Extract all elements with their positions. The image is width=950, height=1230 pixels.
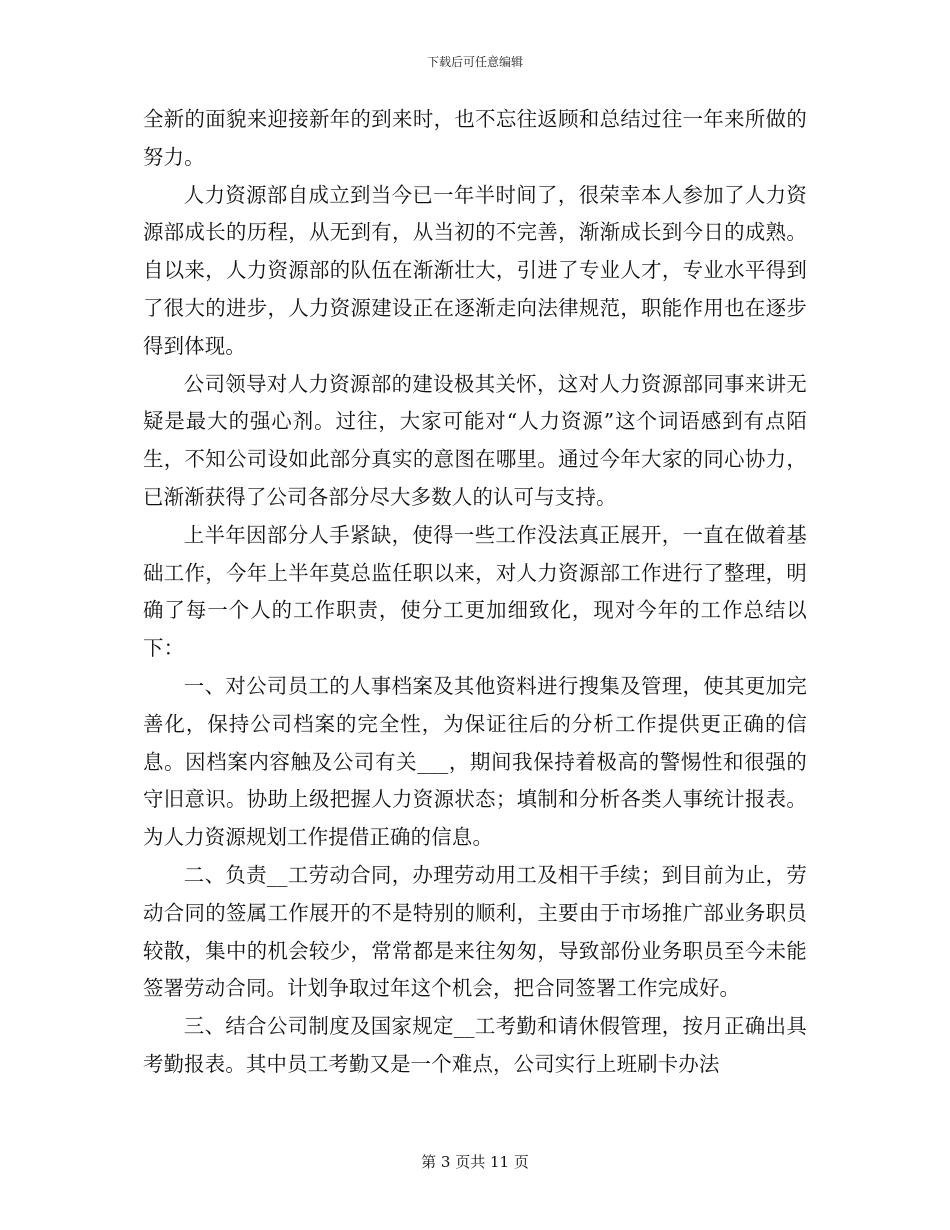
paragraph-1: 全新的面貌来迎接新年的到来时，也不忘往返顾和总结过往一年来所做的努力。 (143, 107, 807, 169)
page-header: 下载后可任意编辑 (426, 55, 523, 69)
paragraph-2: 人力资源部自成立到当今已一年半时间了，很荣幸本人参加了人力资源部成长的历程，从无到有，从当初的不完善，渐渐成长到今日的成熟。自以来，人力资源部的队伍在渐渐壮大，引进了专业人才，专业水平得到了很大的进步，人力资源建设正在逐渐走向法律规范，职能作用也在逐步得到体现。 (143, 182, 807, 358)
page-footer: 第 3 页共 11 页 (421, 1153, 529, 1171)
paragraph-4: 上半年因部分人手紧缺，使得一些工作没法真正展开，一直在做着基础工作，今年上半年莫总监任职以来，对人力资源部工作进行了整理，明确了每一个人的工作职责，使分工更加细致化，现对今年的工作总结以下： (143, 522, 807, 661)
paragraph-5: 一、对公司员工的人事档案及其他资料进行搜集及管理，使其更加完善化，保持公司档案的完全性，为保证往后的分析工作提供更正确的信息。因档案内容触及公司有关___，期间我保持着极高的警惕性和很强的守旧意识。协助上级把握人力资源状态；填制和分析各类人事统计报表。为人力资源规划工作提借正确的信息。 (143, 673, 807, 850)
document-body (143, 101, 807, 1084)
paragraph-7: 三、结合公司制度及国家规定__工考勤和请休假管理，按月正确出具考勤报表。其中员工考勤又是一个难点，公司实行上班刷卡办法 (143, 1014, 807, 1076)
paragraph-3: 公司领导对人力资源部的建设极其关怀，这对人力资源部同事来讲无疑是最大的强心剂。过往，大家可能对“人力资源”这个词语感到有点陌生，不知公司设如此部分真实的意图在哪里。通过今年大家的同心协力，已渐渐获得了公司各部分尽大多数人的认可与支持。 (143, 371, 807, 509)
paragraph-6: 二、负责__工劳动合同，办理劳动用工及相干手续；到目前为止，劳动合同的签属工作展开的不是特别的顺利，主要由于市场推广部业务职员较散，集中的机会较少，常常都是来往匆匆，导致部份业务职员至今未能签署劳动合同。计划争取过年这个机会，把合同签署工作完成好。 (143, 862, 807, 1001)
